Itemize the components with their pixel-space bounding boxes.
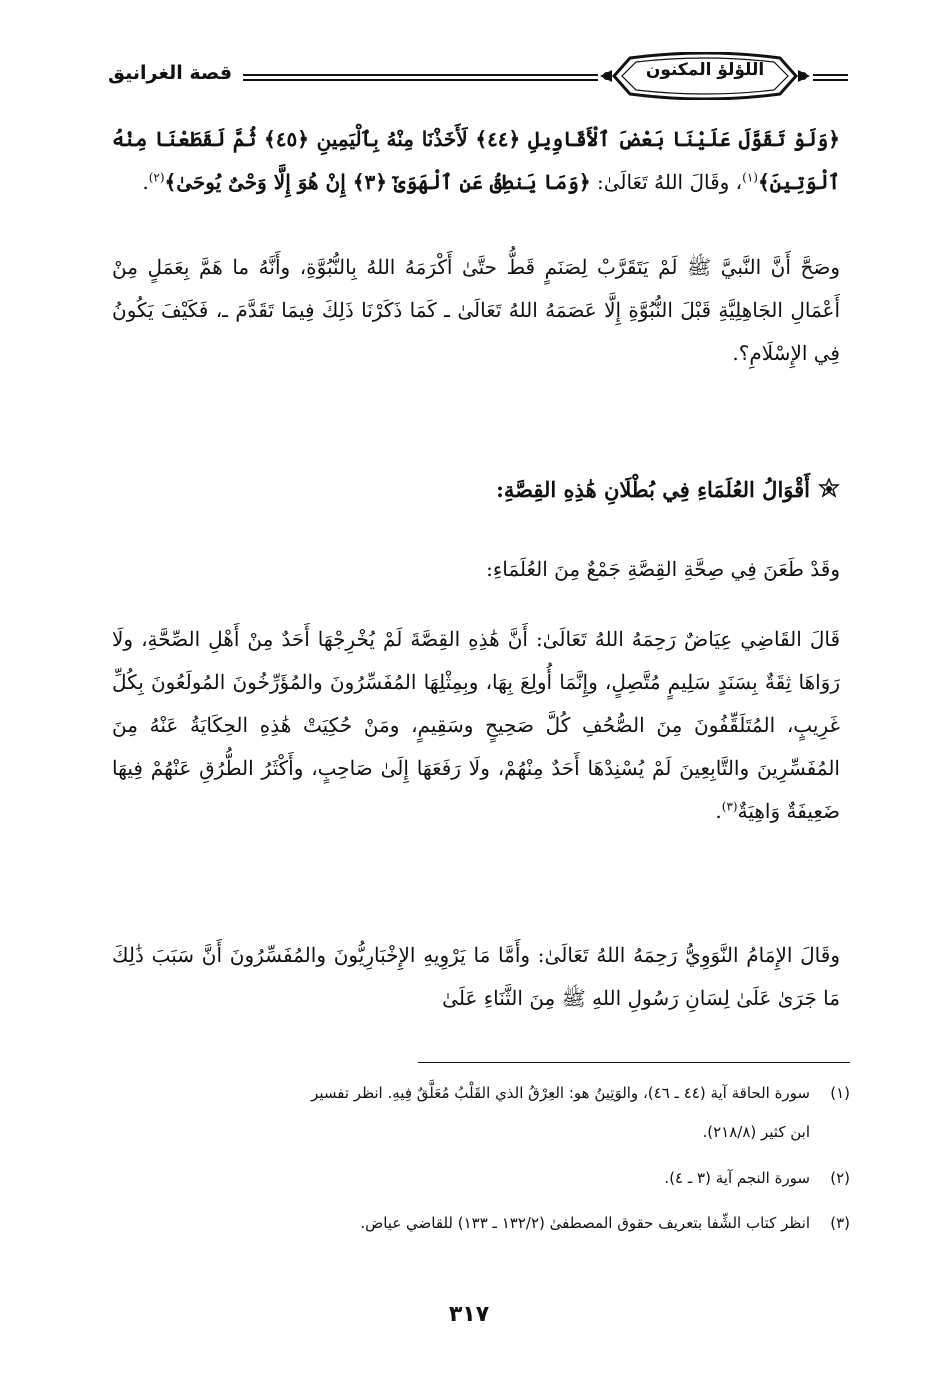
footnote-number: (٣) (830, 1214, 850, 1232)
quran-verses-paragraph (112, 118, 840, 204)
paragraph-end: . (142, 170, 149, 194)
footnote-number: (١) (830, 1084, 850, 1102)
footnote-number: (٢) (830, 1169, 850, 1187)
quran-verse-haqqa: ﴿وَلَوْ تَقَوَّلَ عَلَيْنَا بَعْضَ ٱلْأَقَاوِيلِ ﴿٤٤﴾ لَأَخَذْنَا مِنْهُ بِٱلْيَمِينِ ﴿٤٥﴾ ثُمَّ لَقَطَعْنَا مِنْهُ ٱلْوَتِينَ﴾ (112, 127, 840, 194)
footnote-ref-1: (١) (742, 170, 758, 185)
paragraph-intro-scholars: وقَدْ طَعَنَ فِي صِحَّةِ القِصَّةِ جَمْعٌ مِنَ العُلَمَاءِ: (486, 557, 840, 581)
heading-text: أَقْوَالُ العُلَمَاءِ فِي بُطْلَانِ هَٰذِهِ القِصَّةِ: (496, 477, 810, 502)
paragraph-end: . (715, 799, 722, 823)
header-rule-left (243, 74, 598, 81)
page-number: ٣١٧ (448, 1302, 490, 1327)
transition-text: ، وقَالَ اللهُ تَعَالَىٰ: (590, 170, 743, 194)
footnote-text: انظر كتاب الشِّفا بتعريف حقوق المصطفىٰ (١٣٢/٢ ـ ١٣٣) للقاضي عياض. (360, 1214, 810, 1232)
section-title: قصة الغرانيق (108, 62, 233, 84)
footnote-ref-3: (٣) (721, 799, 738, 814)
section-heading (496, 470, 840, 510)
footnote-1 (110, 1078, 850, 1108)
running-header (108, 52, 848, 108)
qadi-iyad-quote: قَالَ القَاضِي عِيَاضٌ رَحِمَهُ اللهُ تَعَالَىٰ: أَنَّ هَٰذِهِ القِصَّةَ لَمْ يُخْرِجْهَا أَحَدٌ مِنْ أَهْلِ الصِّحَّةِ، ولَا رَوَاهَا ثِقَةٌ بِسَنَدٍ سَلِيمٍ مُتَّصِلٍ، وإِنَّمَا أُولِعَ بِهَا، وبِمِثْلِهَا المُفَسِّرُونَ والمُؤَرِّخُونَ المُولَعُونَ بِكُلِّ غَرِيبٍ، المُتَلَقِّفُونَ مِنَ الصُّحُفِ كُلَّ صَحِيحٍ وسَقِيمٍ، ومَنْ حُكِيَتْ هَٰذِهِ الحِكَايَةُ عَنْهُ مِنَ المُفَسِّرِينَ والتَّابِعِينَ لَمْ يُسْنِدْهَا أَحَدٌ مِنْهُمْ، ولَا رَفَعَهَا إِلَىٰ صَاحِبٍ، وأَكْثَرُ الطُّرُقِ عَنْهُمْ فِيهَا ضَعِيفَةٌ وَاهِيَةٌ (112, 627, 840, 823)
star-ornament-icon (818, 478, 840, 500)
footnote-separator (418, 1062, 850, 1063)
footnote-ref-2: (٢) (148, 170, 165, 185)
quran-verse-najm: ﴿وَمَا يَنطِقُ عَنِ ٱلْهَوَىٰٓ ﴿٣﴾ إِنْ هُوَ إِلَّا وَحْىٌ يُوحَىٰ﴾ (164, 170, 591, 194)
footnote-text: سورة الحاقة آية (٤٤ ـ ٤٦)، والوَتِينُ هو: العِرْقُ الذي القَلْبُ مُعَلَّقٌ فِيهِ. انظر تفسير (311, 1084, 810, 1102)
paragraph-nawawi: وقَالَ الإِمَامُ النَّوَوِيُّ رَحِمَهُ اللهُ تَعَالَىٰ: وأَمَّا مَا يَرْوِيهِ الإِخْبَارِيُّونَ والمُفَسِّرُونَ أَنَّ سَبَبَ ذَٰلِكَ مَا جَرَىٰ عَلَىٰ لِسَانِ رَسُولِ اللهِ ﷺ مِنَ الثَّنَاءِ عَلَىٰ (112, 943, 840, 1010)
book-title: اللؤلؤ المكنون (645, 60, 765, 80)
book-title-cartouche (600, 52, 810, 100)
footnote-3 (110, 1208, 850, 1238)
footnote-text: سورة النجم آية (٣ ـ ٤). (664, 1169, 810, 1187)
footnote-1-continued: ابن كثير (٢١٨/٨). (702, 1123, 810, 1141)
paragraph-prophet: وصَحَّ أَنَّ النَّبيَّ ﷺ لَمْ يَتَقَرَّبْ لِصَنَمٍ قَطُّ حتَّىٰ أَكْرَمَهُ اللهُ بِالنُّبُوَّةِ، وأَنَّهُ ما هَمَّ بِعَمَلٍ مِنْ أَعْمَالِ الجَاهِلِيَّةِ قَبْلَ النُّبُوَّةِ إِلَّا عَصَمَهُ اللهُ تَعَالَىٰ ـ كَمَا ذَكَرْنَا ذَلِكَ فِيمَا تَقَدَّمَ ـ، فَكَيْفَ يَكُونُ فِي الإِسْلَامِ؟. (112, 255, 840, 365)
header-rule-right (813, 74, 848, 81)
paragraph-qadi-iyad (112, 618, 840, 833)
footnote-2 (110, 1163, 850, 1193)
